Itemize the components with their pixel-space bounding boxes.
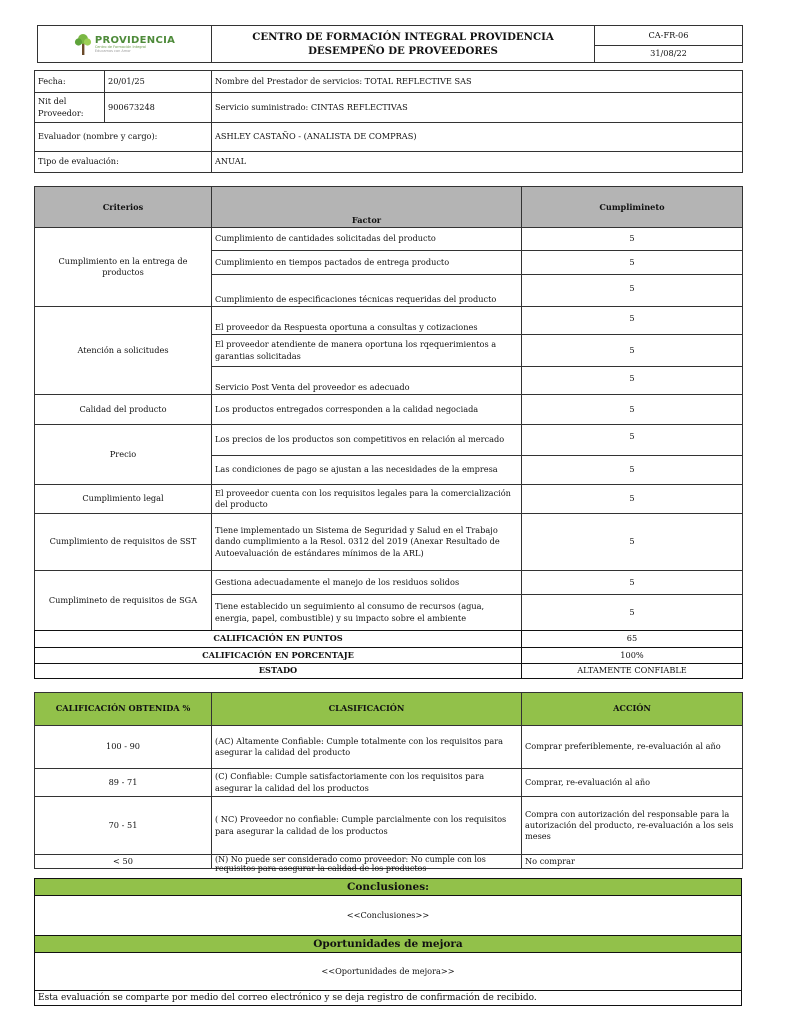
score-cell: 5: [522, 425, 743, 456]
tipo-label: Tipo de evaluación:: [35, 152, 212, 173]
range-cell: 89 - 71: [35, 769, 212, 797]
logo-name: PROVIDENCIA: [94, 34, 176, 46]
score-cell: 5: [522, 335, 743, 367]
porcentaje-label: CALIFICACIÓN EN PORCENTAJE: [35, 648, 522, 664]
factor-cell: El proveedor da Respuesta oportuna a consultas y cotizaciones: [212, 307, 522, 335]
criterio-sga: Cumplimineto de requisitos de SGA: [35, 571, 212, 631]
col-accion-header: ACCIÓN: [522, 693, 743, 726]
prestador-field: Nombre del Prestador de servicios: TOTAL REFLECTIVE SAS: [212, 71, 743, 93]
tipo-value: ANUAL: [212, 152, 743, 173]
summary-table: [34, 630, 743, 679]
accion-cell: Comprar preferiblemente, re-evaluación al año: [522, 726, 743, 769]
puntos-value: 65: [522, 631, 743, 648]
fecha-label: Fecha:: [35, 71, 105, 93]
factor-cell: Las condiciones de pago se ajustan a las necesidades de la empresa: [212, 456, 522, 485]
col-clasificacion-header: CLASIFICACIÓN: [212, 693, 522, 726]
factor-cell: El proveedor atendiente de manera oportuna los rqequerimientos a garantias solicitadas: [212, 335, 522, 367]
document-header: [37, 25, 743, 63]
estado-label: ESTADO: [35, 664, 522, 679]
accion-cell: Compra con autorización del responsable para la autorización del producto, re-evaluación a los seis meses: [522, 797, 743, 855]
criterio-entrega: Cumplimiento en la entrega de productos: [35, 228, 212, 307]
factor-cell: Los productos entregados corresponden a la calidad negociada: [212, 395, 522, 425]
score-cell: 5: [522, 571, 743, 595]
score-cell: 5: [522, 456, 743, 485]
range-cell: 100 - 90: [35, 726, 212, 769]
factor-cell: Cumplimiento de cantidades solicitadas del producto: [212, 228, 522, 251]
clasificacion-cell: (AC) Altamente Confiable: Cumple totalmente con los requisitos para asegurar la calidad del producto: [212, 726, 522, 769]
tree-logo-icon: [74, 32, 92, 56]
fecha-value: 20/01/25: [105, 71, 212, 93]
col-cumplimiento-header: Cumplimineto: [522, 187, 743, 228]
document-title: CENTRO DE FORMACIÓN INTEGRAL PROVIDENCIA DESEMPEÑO DE PROVEEDORES: [212, 26, 595, 63]
score-cell: 5: [522, 307, 743, 335]
clasificacion-cell-clip: [212, 854, 522, 873]
logo-cell: [38, 26, 212, 63]
score-cell: 5: [522, 275, 743, 307]
factor-cell: Los precios de los productos son competitivos en relación al mercado: [212, 425, 522, 456]
score-cell: 5: [522, 251, 743, 275]
porcentaje-value: 100%: [522, 648, 743, 664]
logo-tagline: Educamos con Amor: [94, 48, 131, 53]
mejora-title: Oportunidades de mejora: [35, 936, 742, 953]
score-cell: 5: [522, 514, 743, 571]
footer-note: Esta evaluación se comparte por medio del correo electrónico y se deja registro de confirmación de recibido.: [35, 991, 742, 1006]
factor-cell: Servicio Post Venta del proveedor es adecuado: [212, 367, 522, 395]
criterio-precio: Precio: [35, 425, 212, 485]
clasificacion-cell: (N) No puede ser considerado como proveedor: No cumple con los requisitos para asegurar la calidad de los productos: [215, 854, 486, 873]
score-cell: 5: [522, 228, 743, 251]
criterio-atencion: Atención a solicitudes: [35, 307, 212, 395]
factor-cell: Gestiona adecuadamente el manejo de los residuos solidos: [212, 571, 522, 595]
factor-cell: Cumplimiento en tiempos pactados de entrega producto: [212, 251, 522, 275]
score-cell: 5: [522, 367, 743, 395]
score-cell: 5: [522, 395, 743, 425]
col-criterios-header: Criterios: [35, 187, 212, 228]
factor-cell: Tiene implementado un Sistema de Seguridad y Salud en el Trabajo dando cumplimiento a la Resol. 0312 del 2019 (Anexar Resultado de Autoevaluación de estándares mínimos de la ARL): [212, 514, 522, 571]
range-cell: < 50: [35, 855, 212, 869]
range-cell: 70 - 51: [35, 797, 212, 855]
info-table: [34, 70, 743, 173]
puntos-label: CALIFICACIÓN EN PUNTOS: [35, 631, 522, 648]
evaluador-label: Evaluador (nombre y cargo):: [35, 123, 212, 152]
classification-table: [34, 692, 743, 873]
conclusions-table: [34, 878, 742, 1006]
logo-subtitle: Centro de Formación Integral: [94, 44, 147, 49]
criterio-legal: Cumplimiento legal: [35, 485, 212, 514]
nit-value: 900673248: [105, 93, 212, 123]
clasificacion-cell: (C) Confiable: Cumple satisfactoriamente con los requisitos para asegurar la calidad del los productos: [212, 769, 522, 797]
col-factor-header: Factor: [212, 187, 522, 228]
clasificacion-cell: ( NC) Proveedor no confiable: Cumple parcialmente con los requisitos para asegurar la calidad de los productos: [212, 797, 522, 855]
factor-cell: Cumplimiento de especificaciones técnicas requeridas del producto: [212, 275, 522, 307]
criterio-sst: Cumplimiento de requisitos de SST: [35, 514, 212, 571]
criteria-table: [34, 186, 743, 631]
nit-label: Nit del Proveedor:: [35, 93, 105, 123]
factor-cell: Tiene establecido un seguimiento al consumo de recursos (agua, energia, papel, combustible) y su impacto sobre el ambiente: [212, 595, 522, 631]
accion-cell: No comprar: [522, 855, 743, 869]
document-code: CA-FR-06: [595, 26, 743, 46]
conclusiones-field[interactable]: <<Conclusiones>>: [35, 896, 742, 936]
score-cell: 5: [522, 485, 743, 514]
estado-value: ALTAMENTE CONFIABLE: [522, 664, 743, 679]
evaluador-value: ASHLEY CASTAÑO - (ANALISTA DE COMPRAS): [212, 123, 743, 152]
accion-cell: Comprar, re-evaluación al año: [522, 769, 743, 797]
criterio-calidad: Calidad del producto: [35, 395, 212, 425]
score-cell: 5: [522, 595, 743, 631]
servicio-field: Servicio suministrado: CINTAS REFLECTIVAS: [212, 93, 743, 123]
col-calificacion-header: CALIFICACIÓN OBTENIDA %: [35, 693, 212, 726]
document-date: 31/08/22: [595, 46, 743, 63]
conclusiones-title: Conclusiones:: [35, 879, 742, 896]
mejora-field[interactable]: <<Oportunidades de mejora>>: [35, 953, 742, 991]
factor-cell: El proveedor cuenta con los requisitos legales para la comercialización del producto: [212, 485, 522, 514]
